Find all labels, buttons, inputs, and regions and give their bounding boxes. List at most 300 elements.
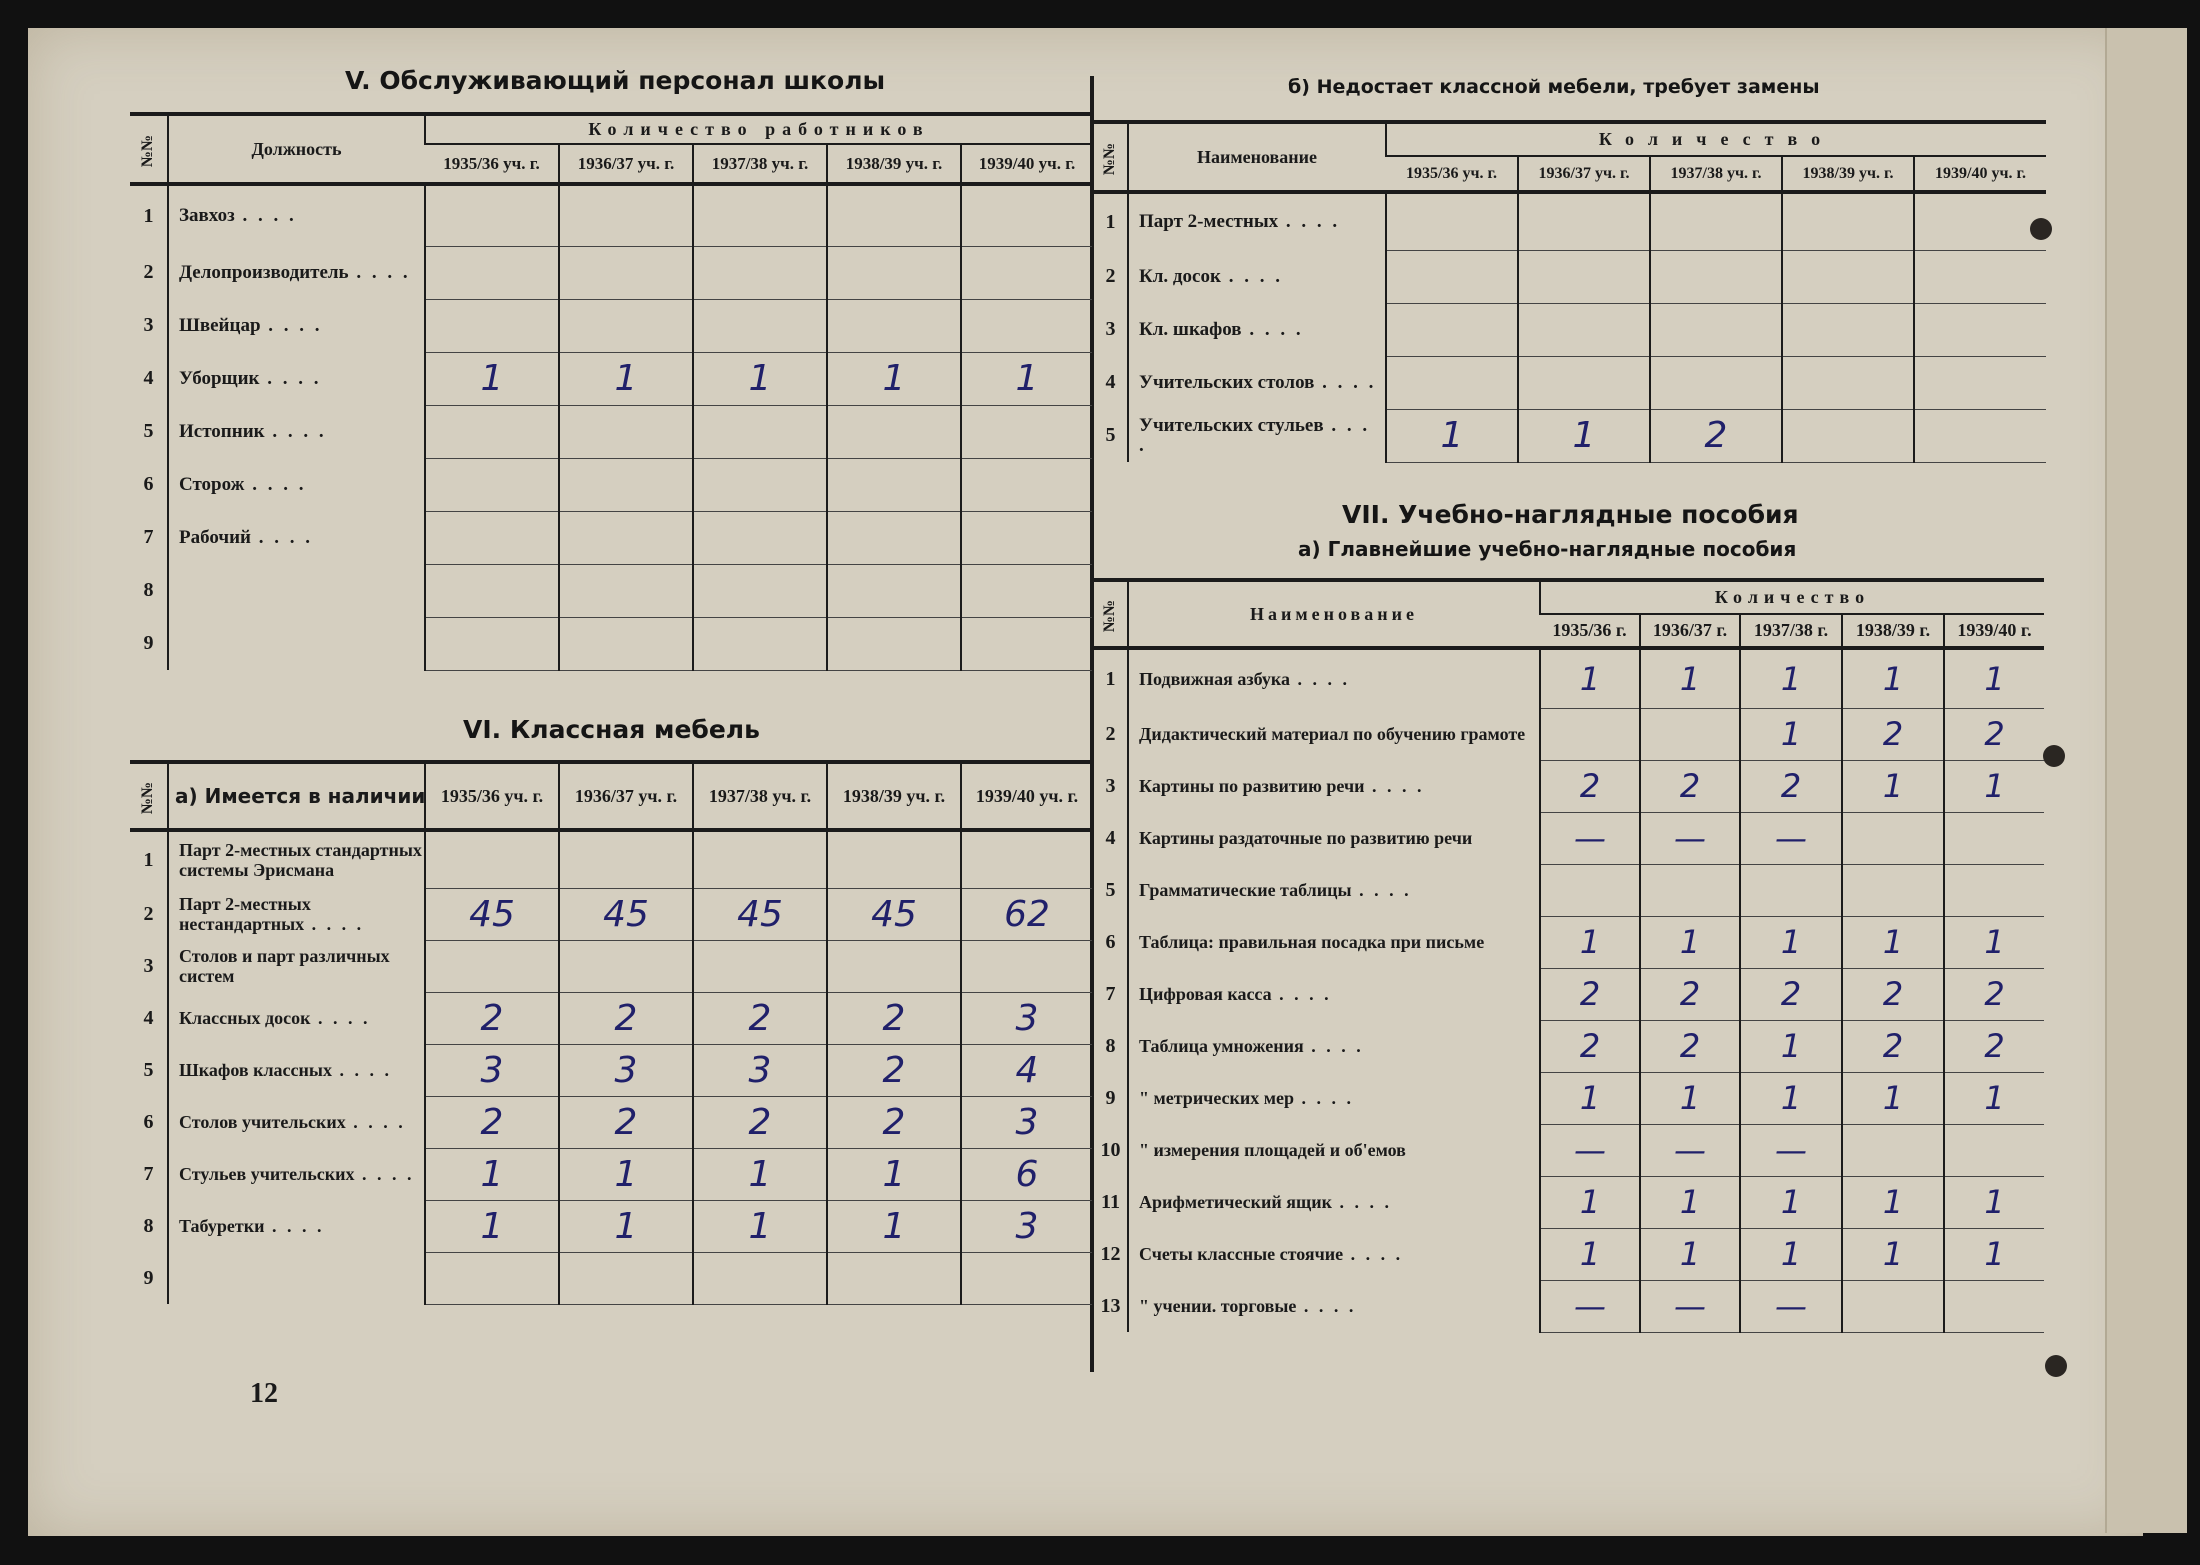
row-label-text: Столов учительских	[179, 1112, 346, 1132]
cell-value[interactable]: 3	[559, 1044, 693, 1096]
cell-value[interactable]	[1782, 356, 1914, 409]
table-row	[130, 1200, 1092, 1252]
cell-value[interactable]	[1914, 250, 2046, 303]
cell-value[interactable]: 2	[1640, 968, 1740, 1020]
cell-value[interactable]: 1	[1842, 1072, 1944, 1124]
row-number: 1	[1105, 667, 1116, 690]
table-row	[130, 940, 1092, 992]
cell-value[interactable]	[559, 830, 693, 888]
cell-value[interactable]	[827, 405, 961, 458]
row-number: 9	[143, 632, 154, 654]
cell-value[interactable]: 2	[1650, 409, 1782, 462]
cell-value[interactable]	[693, 246, 827, 299]
cell-value[interactable]	[693, 564, 827, 617]
cell-value[interactable]	[425, 1252, 559, 1304]
row-label: Кл. шкафов . . . .	[1128, 303, 1386, 356]
row-label-text: Парт 2-местных нестандартных	[179, 894, 311, 934]
cell-value[interactable]: 1	[559, 1200, 693, 1252]
row-number: 2	[1105, 722, 1116, 745]
cell-value[interactable]	[827, 617, 961, 670]
cell-value[interactable]: 2	[1842, 968, 1944, 1020]
cell-value[interactable]: 3	[961, 992, 1092, 1044]
teaching-aids-table	[1094, 578, 2044, 1333]
cell-value[interactable]	[559, 299, 693, 352]
cell-value[interactable]	[559, 1252, 693, 1304]
cell-value[interactable]: 45	[693, 888, 827, 940]
cell-value[interactable]	[425, 184, 559, 246]
year-header-1: 1936/37 уч. г.	[559, 144, 693, 184]
cell-value[interactable]	[425, 830, 559, 888]
cell-value[interactable]	[1944, 1280, 2044, 1332]
cell-value[interactable]: 1	[827, 352, 961, 405]
cell-value[interactable]	[425, 299, 559, 352]
table-row	[130, 458, 1092, 511]
cell-value[interactable]: 2	[559, 992, 693, 1044]
cell-value[interactable]: 62	[961, 888, 1092, 940]
cell-value[interactable]: 1	[1640, 1072, 1740, 1124]
cell-value[interactable]: 2	[1944, 1020, 2044, 1072]
cell-value[interactable]	[559, 511, 693, 564]
cell-value[interactable]	[961, 617, 1092, 670]
cell-value[interactable]	[1782, 192, 1914, 250]
cell-value[interactable]: 1	[1944, 1228, 2044, 1280]
cell-value[interactable]	[1518, 303, 1650, 356]
col-no-header: №№	[1094, 122, 1128, 192]
cell-value[interactable]: 2	[1540, 968, 1640, 1020]
table-row	[130, 299, 1092, 352]
cell-value[interactable]	[827, 1252, 961, 1304]
row-number: 2	[1105, 265, 1116, 287]
col-position-header: Должность	[168, 114, 425, 184]
cell-value[interactable]	[961, 1252, 1092, 1304]
table-row	[1094, 303, 2046, 356]
cell-value[interactable]: 1	[1944, 1072, 2044, 1124]
cell-value[interactable]: —	[1640, 1280, 1740, 1332]
cell-value[interactable]: 2	[1640, 1020, 1740, 1072]
cell-value[interactable]: 1	[1842, 916, 1944, 968]
cell-value[interactable]: 2	[827, 992, 961, 1044]
cell-value[interactable]	[961, 564, 1092, 617]
row-number: 3	[1105, 318, 1116, 340]
row-label	[1128, 916, 1540, 968]
cell-value[interactable]	[1640, 708, 1740, 760]
cell-value[interactable]: 2	[1740, 760, 1842, 812]
row-label: " метрических мер . . . .	[1128, 1072, 1540, 1124]
cell-value[interactable]: 1	[827, 1148, 961, 1200]
year-header-3: 1938/39 уч. г.	[1782, 156, 1914, 192]
cell-value[interactable]	[827, 458, 961, 511]
row-number: 5	[143, 420, 154, 442]
table-row	[1094, 760, 2044, 812]
row-label: Сторож . . . .	[168, 458, 425, 511]
row-label	[168, 617, 425, 670]
cell-value[interactable]: 3	[425, 1044, 559, 1096]
page-number: 12	[250, 1378, 278, 1409]
cell-value[interactable]: 1	[1842, 1228, 1944, 1280]
row-label: Арифметический ящик . . . .	[1128, 1176, 1540, 1228]
row-label: Классных досок . . . .	[168, 992, 425, 1044]
cell-value[interactable]	[1650, 356, 1782, 409]
row-label-text: Кл. шкафов	[1139, 318, 1242, 340]
row-label: Швейцар . . . .	[168, 299, 425, 352]
year-header-4: 1939/40 уч. г.	[1914, 156, 2046, 192]
cell-value[interactable]	[1914, 192, 2046, 250]
cell-value[interactable]	[1650, 303, 1782, 356]
row-label-text: Цифровая касса	[1139, 984, 1272, 1004]
cell-value[interactable]: 3	[961, 1200, 1092, 1252]
year-header-0: 1935/36 уч. г.	[425, 762, 559, 830]
table-row	[130, 1096, 1092, 1148]
row-label-text: Таблица: правильная посадка при письме	[1139, 932, 1485, 952]
table-row	[130, 992, 1092, 1044]
cell-value[interactable]: 3	[961, 1096, 1092, 1148]
cell-value[interactable]	[1782, 409, 1914, 462]
cell-value[interactable]	[425, 246, 559, 299]
cell-value[interactable]: 1	[1540, 1176, 1640, 1228]
cell-value[interactable]	[961, 940, 1092, 992]
row-label-text: Грамматические таблицы	[1139, 880, 1352, 900]
cell-value[interactable]: 2	[693, 1096, 827, 1148]
table-row	[1094, 192, 2046, 250]
staff-table	[130, 112, 1092, 671]
cell-value[interactable]	[1944, 864, 2044, 916]
table-row	[1094, 708, 2044, 760]
cell-value[interactable]: 2	[1944, 708, 2044, 760]
cell-value[interactable]	[1386, 303, 1518, 356]
cell-value[interactable]	[1650, 192, 1782, 250]
year-header-4: 1939/40 уч. г.	[961, 144, 1092, 184]
cell-value[interactable]: 1	[1740, 648, 1842, 708]
cell-value[interactable]: 1	[1540, 1072, 1640, 1124]
cell-value[interactable]: 2	[559, 1096, 693, 1148]
cell-value[interactable]	[693, 1252, 827, 1304]
row-number: 11	[1101, 1190, 1120, 1213]
cell-value[interactable]	[1518, 192, 1650, 250]
cell-value[interactable]	[1944, 1124, 2044, 1176]
cell-value[interactable]: 2	[1842, 1020, 1944, 1072]
row-label-text: Парт 2-местных	[1139, 211, 1279, 232]
cell-value[interactable]: 1	[559, 1148, 693, 1200]
row-number: 3	[1105, 774, 1116, 797]
year-header-0: 1935/36 уч. г.	[1386, 156, 1518, 192]
cell-value[interactable]: 1	[827, 1200, 961, 1252]
year-header-2: 1937/38 уч. г.	[693, 762, 827, 830]
table-row	[1094, 916, 2044, 968]
row-label-text: Завхоз	[179, 205, 235, 226]
cell-value[interactable]: 1	[1944, 1176, 2044, 1228]
cell-value[interactable]: —	[1640, 812, 1740, 864]
cell-value[interactable]	[559, 458, 693, 511]
cell-value[interactable]: 2	[1640, 760, 1740, 812]
cell-value[interactable]	[1640, 864, 1740, 916]
cell-value[interactable]: 1	[1842, 760, 1944, 812]
cell-value[interactable]	[1842, 864, 1944, 916]
cell-value[interactable]: 1	[1640, 916, 1740, 968]
cell-value[interactable]	[425, 405, 559, 458]
cell-value[interactable]: —	[1540, 812, 1640, 864]
table-row	[130, 564, 1092, 617]
cell-value[interactable]	[961, 830, 1092, 888]
cell-value[interactable]	[693, 184, 827, 246]
cell-value[interactable]	[559, 246, 693, 299]
cell-value[interactable]	[693, 405, 827, 458]
row-label: Подвижная азбука . . . .	[1128, 648, 1540, 708]
table-row	[130, 184, 1092, 246]
row-label: Счеты классные стоячие . . . .	[1128, 1228, 1540, 1280]
row-label-text: Сторож	[179, 473, 245, 495]
cell-value[interactable]	[827, 184, 961, 246]
cell-value[interactable]	[1782, 250, 1914, 303]
section5-title: V. Обслуживающий персонал школы	[345, 66, 886, 95]
col-no-header: №№	[130, 114, 168, 184]
cell-value[interactable]	[827, 830, 961, 888]
cell-value[interactable]	[827, 246, 961, 299]
col-name-header: Наименование	[1128, 122, 1386, 192]
cell-value[interactable]: 1	[961, 352, 1092, 405]
cell-value[interactable]: —	[1740, 1124, 1842, 1176]
section7-subtitle: а) Главнейшие учебно-наглядные пособия	[1298, 537, 1797, 561]
row-label-text: Таблица умножения	[1139, 1036, 1304, 1056]
cell-value[interactable]	[1650, 250, 1782, 303]
cell-value[interactable]	[425, 458, 559, 511]
cell-value[interactable]: 1	[1640, 1228, 1740, 1280]
cell-value[interactable]	[1386, 356, 1518, 409]
cell-value[interactable]	[1842, 812, 1944, 864]
cell-value[interactable]	[425, 617, 559, 670]
row-label	[1128, 708, 1540, 760]
cell-value[interactable]	[425, 511, 559, 564]
row-label-text: Парт 2-местных стандартных системы Эрисмана	[179, 840, 422, 880]
table-row	[1094, 812, 2044, 864]
cell-value[interactable]: 1	[425, 352, 559, 405]
row-number: 3	[143, 314, 154, 336]
cell-value[interactable]: 1	[1740, 1072, 1842, 1124]
col-name-header: Наименование	[1128, 580, 1540, 648]
row-number: 7	[143, 1162, 154, 1185]
cell-value[interactable]: 1	[1640, 1176, 1740, 1228]
row-number: 9	[1105, 1086, 1116, 1109]
cell-value[interactable]: 1	[693, 1148, 827, 1200]
table-row	[130, 1044, 1092, 1096]
cell-value[interactable]: 6	[961, 1148, 1092, 1200]
cell-value[interactable]	[1842, 1280, 1944, 1332]
cell-value[interactable]	[693, 458, 827, 511]
table-row	[130, 830, 1092, 888]
cell-value[interactable]: 2	[693, 992, 827, 1044]
year-header-0: 1935/36 г.	[1540, 614, 1640, 648]
cell-value[interactable]	[1914, 303, 2046, 356]
row-label-text: Кл. досок	[1139, 265, 1221, 287]
table-row	[1094, 356, 2046, 409]
cell-value[interactable]: 2	[1540, 760, 1640, 812]
col-group-header: Количество работников	[425, 114, 1092, 144]
cell-value[interactable]: 2	[1842, 708, 1944, 760]
cell-value[interactable]	[1518, 250, 1650, 303]
binding-hole	[2043, 745, 2065, 767]
row-number: 1	[143, 204, 154, 227]
cell-value[interactable]: 1	[1944, 916, 2044, 968]
table-row	[130, 1252, 1092, 1304]
cell-value[interactable]: 1	[425, 1148, 559, 1200]
row-label-text: Шкафов классных	[179, 1060, 332, 1080]
cell-value[interactable]: 3	[693, 1044, 827, 1096]
year-header-2: 1937/38 уч. г.	[693, 144, 827, 184]
row-number: 4	[143, 1006, 154, 1029]
row-number: 6	[1105, 930, 1116, 953]
cell-value[interactable]	[425, 564, 559, 617]
cell-value[interactable]	[961, 246, 1092, 299]
cell-value[interactable]	[1386, 250, 1518, 303]
section7-title: VII. Учебно-наглядные пособия	[1342, 500, 1799, 529]
cell-value[interactable]	[1782, 303, 1914, 356]
cell-value[interactable]: 1	[1740, 1228, 1842, 1280]
page-edge	[2105, 28, 2187, 1533]
cell-value[interactable]	[961, 184, 1092, 246]
cell-value[interactable]: 45	[425, 888, 559, 940]
cell-value[interactable]	[961, 511, 1092, 564]
cell-value[interactable]	[961, 458, 1092, 511]
row-label-text: Стульев учительских	[179, 1164, 355, 1184]
table-row	[130, 352, 1092, 405]
row-number: 5	[1105, 424, 1116, 446]
cell-value[interactable]: 1	[1740, 1176, 1842, 1228]
cell-value[interactable]: 1	[1944, 648, 2044, 708]
table-row	[130, 1148, 1092, 1200]
cell-value[interactable]: 2	[425, 1096, 559, 1148]
row-label	[1128, 812, 1540, 864]
cell-value[interactable]: 1	[1842, 1176, 1944, 1228]
cell-value[interactable]	[1386, 192, 1518, 250]
cell-value[interactable]: 1	[1540, 648, 1640, 708]
cell-value[interactable]: 1	[1842, 648, 1944, 708]
cell-value[interactable]: 1	[559, 352, 693, 405]
cell-value[interactable]	[559, 405, 693, 458]
col-group-header: Количество	[1540, 580, 2044, 614]
row-number: 9	[143, 1266, 154, 1289]
row-label-text: Учительских стульев	[1139, 414, 1324, 436]
cell-value[interactable]: 2	[1740, 968, 1842, 1020]
cell-value[interactable]: 1	[1386, 409, 1518, 462]
cell-value[interactable]: —	[1540, 1280, 1640, 1332]
row-label: Парт 2-местных нестандартных . . . .	[168, 888, 425, 940]
cell-value[interactable]: 2	[827, 1044, 961, 1096]
cell-value[interactable]: 1	[425, 1200, 559, 1252]
cell-value[interactable]	[559, 184, 693, 246]
cell-value[interactable]	[1740, 864, 1842, 916]
row-number: 4	[143, 367, 154, 389]
table-row	[1094, 648, 2044, 708]
cell-value[interactable]: —	[1740, 1280, 1842, 1332]
row-number: 10	[1100, 1138, 1121, 1161]
cell-value[interactable]: 1	[1518, 409, 1650, 462]
row-label: Уборщик . . . .	[168, 352, 425, 405]
year-header-4: 1939/40 уч. г.	[961, 762, 1092, 830]
cell-value[interactable]: 2	[1944, 968, 2044, 1020]
row-label	[168, 830, 425, 888]
cell-value[interactable]: 4	[961, 1044, 1092, 1096]
row-number: 13	[1100, 1294, 1121, 1317]
row-label-text: Картины раздаточные по развитию речи	[1139, 828, 1473, 848]
table-row	[1094, 864, 2044, 916]
cell-value[interactable]: 1	[1540, 916, 1640, 968]
cell-value[interactable]	[1944, 812, 2044, 864]
row-number: 8	[143, 1214, 154, 1237]
cell-value[interactable]	[961, 299, 1092, 352]
cell-value[interactable]	[693, 299, 827, 352]
cell-value[interactable]	[827, 940, 961, 992]
cell-value[interactable]: 1	[693, 1200, 827, 1252]
cell-value[interactable]	[1914, 409, 2046, 462]
cell-value[interactable]	[559, 940, 693, 992]
table-row	[130, 511, 1092, 564]
row-number: 8	[143, 579, 154, 601]
cell-value[interactable]	[961, 405, 1092, 458]
cell-value[interactable]: 1	[693, 352, 827, 405]
cell-value[interactable]: 45	[827, 888, 961, 940]
cell-value[interactable]	[693, 830, 827, 888]
row-number: 7	[143, 526, 154, 548]
cell-value[interactable]	[559, 617, 693, 670]
row-label: Истопник . . . .	[168, 405, 425, 458]
cell-value[interactable]: 45	[559, 888, 693, 940]
row-label-text: Табуретки	[179, 1216, 265, 1236]
cell-value[interactable]	[1914, 356, 2046, 409]
cell-value[interactable]: 1	[1640, 648, 1740, 708]
row-number: 6	[143, 1110, 154, 1133]
cell-value[interactable]: 1	[1740, 1020, 1842, 1072]
cell-value[interactable]: 1	[1740, 708, 1842, 760]
furniture-table	[130, 760, 1092, 1305]
row-label: Делопроизводитель . . . .	[168, 246, 425, 299]
cell-value[interactable]: 2	[425, 992, 559, 1044]
row-number: 7	[1105, 982, 1116, 1005]
row-label-text: Истопник	[179, 420, 265, 442]
cell-value[interactable]: —	[1540, 1124, 1640, 1176]
cell-value[interactable]: —	[1640, 1124, 1740, 1176]
row-label: Таблица умножения . . . .	[1128, 1020, 1540, 1072]
cell-value[interactable]: 2	[827, 1096, 961, 1148]
col-name-header: а) Имеется в наличии	[168, 762, 425, 830]
cell-value[interactable]: 2	[1540, 1020, 1640, 1072]
cell-value[interactable]	[1518, 356, 1650, 409]
year-header-3: 1938/39 г.	[1842, 614, 1944, 648]
row-label: Завхоз . . . .	[168, 184, 425, 246]
cell-value[interactable]	[693, 617, 827, 670]
cell-value[interactable]	[693, 940, 827, 992]
cell-value[interactable]	[827, 564, 961, 617]
cell-value[interactable]: —	[1740, 812, 1842, 864]
cell-value[interactable]: 1	[1740, 916, 1842, 968]
year-header-2: 1937/38 г.	[1740, 614, 1842, 648]
cell-value[interactable]	[827, 511, 961, 564]
cell-value[interactable]	[693, 511, 827, 564]
cell-value[interactable]	[827, 299, 961, 352]
table-row	[1094, 1124, 2044, 1176]
missing-furniture-table	[1094, 120, 2046, 463]
cell-value[interactable]	[1540, 864, 1640, 916]
cell-value[interactable]	[425, 940, 559, 992]
row-label: Кл. досок . . . .	[1128, 250, 1386, 303]
cell-value[interactable]	[1540, 708, 1640, 760]
cell-value[interactable]	[1842, 1124, 1944, 1176]
cell-value[interactable]: 1	[1944, 760, 2044, 812]
table-row	[1094, 1072, 2044, 1124]
year-header-1: 1936/37 уч. г.	[559, 762, 693, 830]
cell-value[interactable]	[559, 564, 693, 617]
cell-value[interactable]: 1	[1540, 1228, 1640, 1280]
row-label: Рабочий . . . .	[168, 511, 425, 564]
row-label: Грамматические таблицы . . . .	[1128, 864, 1540, 916]
